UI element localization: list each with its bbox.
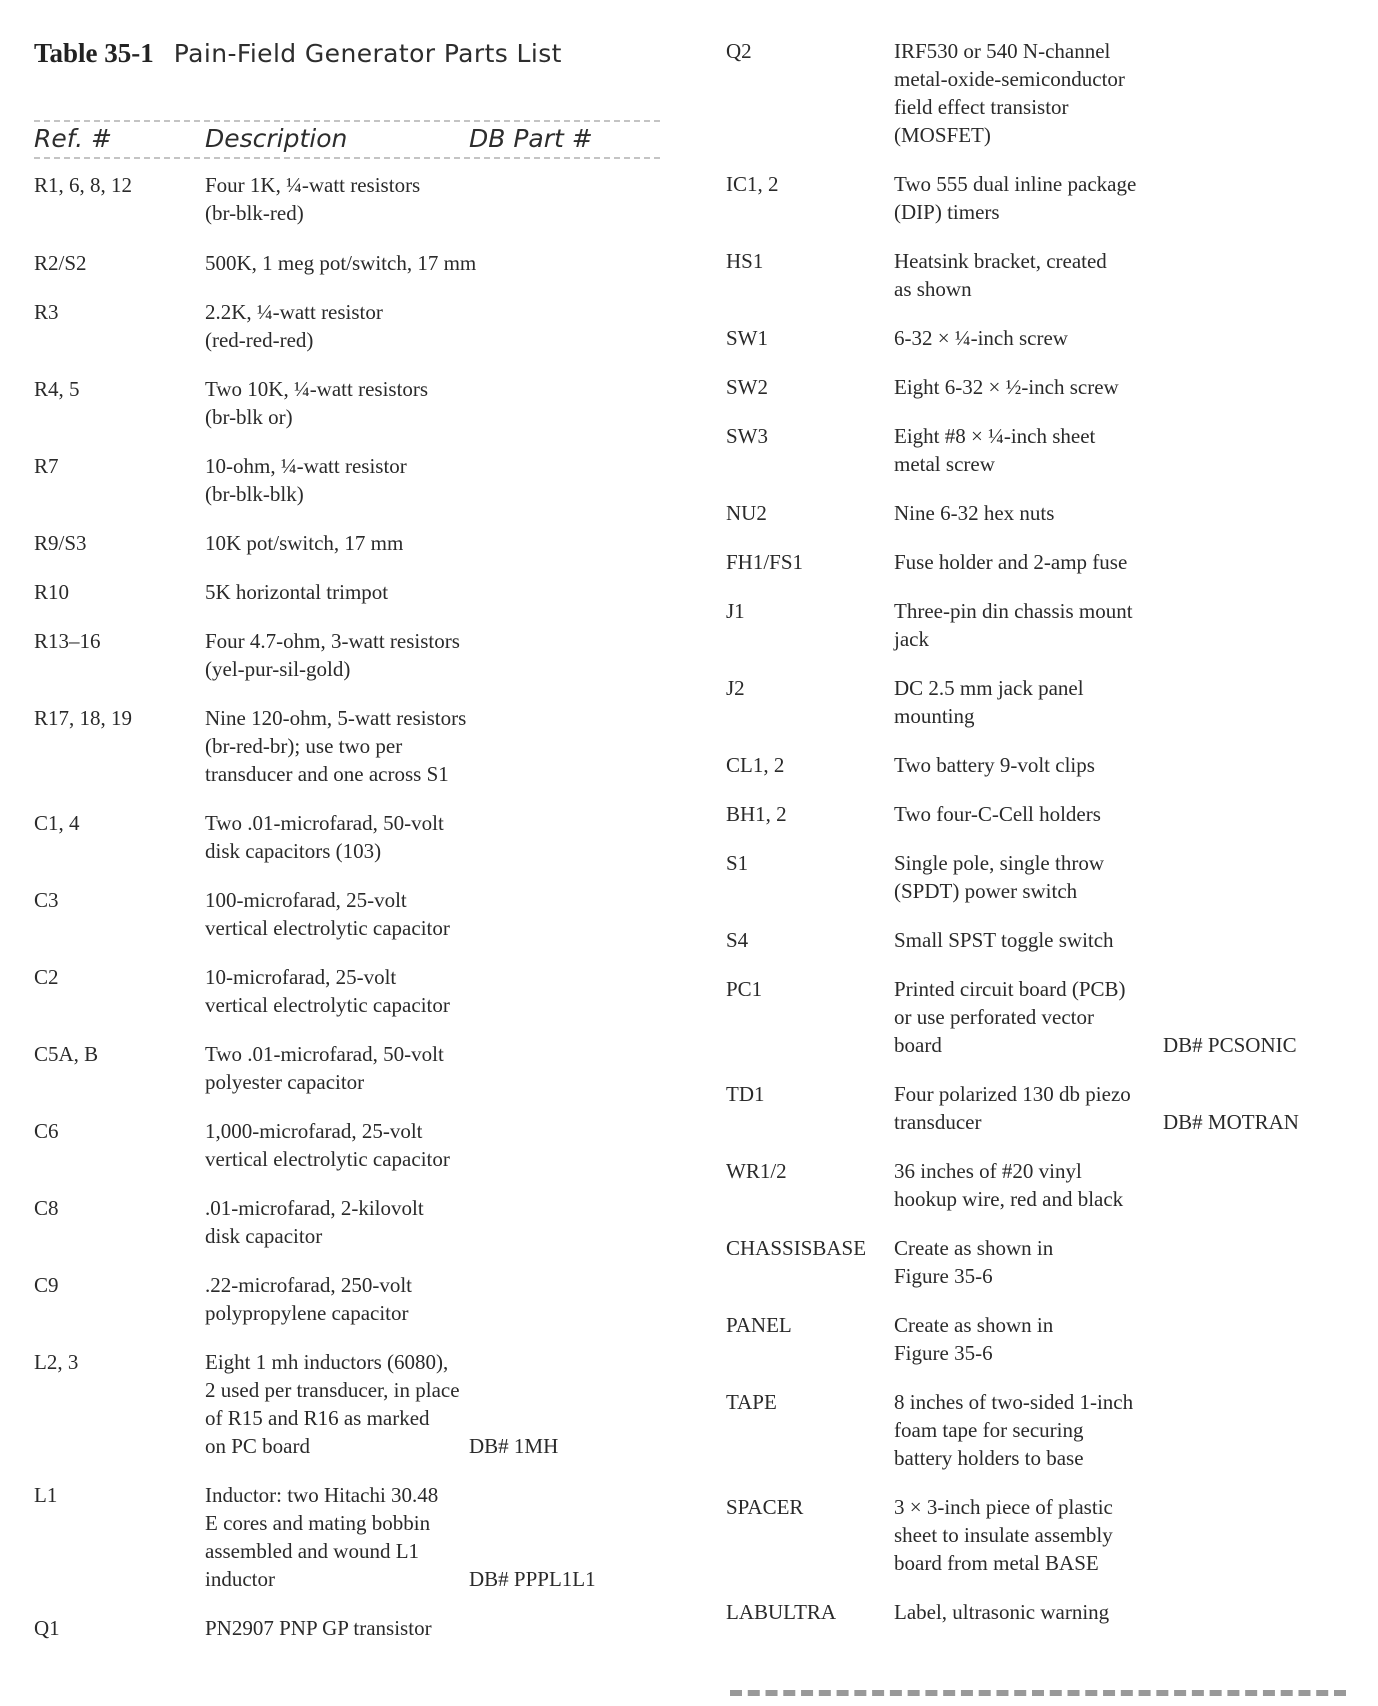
part-ref: L1 bbox=[34, 1483, 58, 1507]
header-description: Description bbox=[205, 124, 348, 153]
part-ref: IC1, 2 bbox=[726, 172, 779, 196]
part-ref: FH1/FS1 bbox=[726, 550, 804, 574]
table-row bbox=[34, 249, 495, 277]
part-ref: SW1 bbox=[726, 326, 768, 350]
table-row bbox=[34, 375, 495, 431]
part-description: Small SPST toggle switch bbox=[894, 928, 1114, 952]
table-row bbox=[726, 674, 1194, 730]
part-description: 500K, 1 meg pot/switch, 17 mm bbox=[205, 251, 477, 275]
table-row bbox=[726, 1157, 1194, 1213]
part-description: Two .01-microfarad, 50-volt disk capacitors (103) bbox=[205, 811, 444, 863]
table-row bbox=[726, 324, 1194, 352]
table-row bbox=[34, 1271, 495, 1327]
part-ref: C8 bbox=[34, 1196, 59, 1220]
part-description: Three-pin din chassis mount jack bbox=[894, 599, 1133, 651]
part-description: Printed circuit board (PCB) or use perforated vector board bbox=[894, 977, 1126, 1057]
part-description: DC 2.5 mm jack panel mounting bbox=[894, 676, 1084, 728]
part-description: 3 × 3-inch piece of plastic sheet to insulate assembly board from metal BASE bbox=[894, 1495, 1113, 1575]
table-row bbox=[34, 809, 495, 865]
part-ref: R9/S3 bbox=[34, 531, 87, 555]
table-row bbox=[34, 1348, 559, 1460]
part-description: Two four-C-Cell holders bbox=[894, 802, 1101, 826]
part-description: Eight #8 × ¼-inch sheet metal screw bbox=[894, 424, 1096, 476]
table-row bbox=[34, 886, 495, 942]
table-row bbox=[726, 975, 1297, 1059]
part-description: Two 10K, ¼-watt resistors (br-blk or) bbox=[205, 377, 429, 429]
table-row bbox=[726, 1311, 1194, 1367]
table-row bbox=[726, 373, 1194, 401]
part-description: Inductor: two Hitachi 30.48 E cores and mating bobbin assembled and wound L1 inductor bbox=[205, 1483, 439, 1591]
part-ref: Q1 bbox=[34, 1616, 60, 1640]
part-description: Fuse holder and 2-amp fuse bbox=[894, 550, 1128, 574]
part-ref: C1, 4 bbox=[34, 811, 80, 835]
part-ref: J1 bbox=[726, 599, 745, 623]
part-description: Two .01-microfarad, 50-volt polyester capacitor bbox=[205, 1042, 444, 1094]
part-ref: S1 bbox=[726, 851, 749, 875]
header-bottom-rule bbox=[34, 157, 660, 159]
part-description: Heatsink bracket, created as shown bbox=[894, 249, 1107, 301]
part-ref: LABULTRA bbox=[726, 1600, 837, 1624]
table-row bbox=[726, 597, 1194, 653]
part-ref: R2/S2 bbox=[34, 251, 87, 275]
part-description: 10K pot/switch, 17 mm bbox=[205, 531, 404, 555]
table-row bbox=[726, 751, 1194, 779]
table-number: Table 35-1 bbox=[34, 38, 154, 68]
part-ref: TAPE bbox=[726, 1390, 777, 1414]
part-description: Four polarized 130 db piezo transducer bbox=[894, 1082, 1131, 1134]
table-caption bbox=[34, 38, 562, 69]
table-row bbox=[726, 1080, 1299, 1136]
part-description: Single pole, single throw (SPDT) power switch bbox=[894, 851, 1104, 903]
part-description: Label, ultrasonic warning bbox=[894, 1600, 1110, 1624]
parts-list-right bbox=[726, 37, 1299, 1626]
part-ref: C2 bbox=[34, 965, 59, 989]
part-ref: PANEL bbox=[726, 1313, 792, 1337]
part-description: 6-32 × ¼-inch screw bbox=[894, 326, 1068, 350]
part-db-number: DB# PCSONIC bbox=[1163, 1033, 1297, 1057]
table-row bbox=[726, 499, 1194, 527]
part-description: 10-ohm, ¼-watt resistor (br-blk-blk) bbox=[205, 454, 407, 506]
part-ref: R3 bbox=[34, 300, 59, 324]
table-row bbox=[34, 578, 495, 606]
table-row bbox=[726, 170, 1194, 226]
part-ref: S4 bbox=[726, 928, 749, 952]
header-ref: Ref. # bbox=[34, 124, 112, 153]
part-ref: R10 bbox=[34, 580, 70, 604]
part-description: .22-microfarad, 250-volt polypropylene capacitor bbox=[205, 1273, 413, 1325]
table-row bbox=[726, 1234, 1194, 1290]
table-row bbox=[34, 1481, 596, 1593]
part-description: Create as shown in Figure 35-6 bbox=[894, 1313, 1054, 1365]
table-row bbox=[34, 963, 495, 1019]
part-description: Four 1K, ¼-watt resistors (br-blk-red) bbox=[205, 173, 421, 225]
table-row bbox=[34, 1117, 495, 1173]
part-ref: SW3 bbox=[726, 424, 768, 448]
table-row bbox=[34, 1194, 495, 1250]
part-description: 8 inches of two-sided 1-inch foam tape for securing battery holders to base bbox=[894, 1390, 1134, 1470]
table-row bbox=[726, 800, 1194, 828]
part-description: Eight 1 mh inductors (6080), 2 used per transducer, in place of R15 and R16 as marked on PC board bbox=[205, 1350, 460, 1458]
part-ref: CL1, 2 bbox=[726, 753, 785, 777]
table-row bbox=[34, 452, 495, 508]
part-ref: C9 bbox=[34, 1273, 59, 1297]
part-ref: R13–16 bbox=[34, 629, 101, 653]
part-description: 1,000-microfarad, 25-volt vertical electrolytic capacitor bbox=[205, 1119, 450, 1171]
part-db-number: DB# PPPL1L1 bbox=[469, 1567, 596, 1591]
column-header-row bbox=[34, 124, 660, 154]
table-row bbox=[726, 548, 1194, 576]
part-ref: C3 bbox=[34, 888, 59, 912]
table-row bbox=[726, 1388, 1194, 1472]
part-ref: R7 bbox=[34, 454, 59, 478]
table-row bbox=[726, 1598, 1194, 1626]
part-description: 5K horizontal trimpot bbox=[205, 580, 389, 604]
table-row bbox=[34, 298, 495, 354]
part-description: Create as shown in Figure 35-6 bbox=[894, 1236, 1054, 1288]
part-ref: R17, 18, 19 bbox=[34, 706, 133, 730]
part-ref: C5A, B bbox=[34, 1042, 99, 1066]
table-row bbox=[34, 704, 495, 788]
header-db-part: DB Part # bbox=[469, 124, 593, 153]
table-row bbox=[34, 529, 495, 557]
part-ref: TD1 bbox=[726, 1082, 765, 1106]
part-ref: Q2 bbox=[726, 39, 752, 63]
part-description: Two battery 9-volt clips bbox=[894, 753, 1095, 777]
table-row bbox=[34, 627, 495, 683]
table-row bbox=[726, 37, 1194, 149]
part-description: Nine 6-32 hex nuts bbox=[894, 501, 1055, 525]
part-ref: SPACER bbox=[726, 1495, 804, 1519]
table-row bbox=[726, 422, 1194, 478]
part-ref: NU2 bbox=[726, 501, 767, 525]
part-description: 10-microfarad, 25-volt vertical electrolytic capacitor bbox=[205, 965, 450, 1017]
table-row bbox=[34, 1614, 495, 1642]
table-end-rule bbox=[730, 1690, 1346, 1696]
part-description: Eight 6-32 × ½-inch screw bbox=[894, 375, 1119, 399]
part-description: Four 4.7-ohm, 3-watt resistors (yel-pur-sil-gold) bbox=[205, 629, 460, 681]
part-description: 2.2K, ¼-watt resistor (red-red-red) bbox=[205, 300, 383, 352]
parts-list-left bbox=[34, 171, 596, 1642]
table-row bbox=[726, 1493, 1194, 1577]
part-ref: R4, 5 bbox=[34, 377, 80, 401]
part-ref: J2 bbox=[726, 676, 745, 700]
part-ref: BH1, 2 bbox=[726, 802, 787, 826]
part-ref: WR1/2 bbox=[726, 1159, 787, 1183]
part-ref: L2, 3 bbox=[34, 1350, 79, 1374]
part-db-number: DB# MOTRAN bbox=[1163, 1110, 1299, 1134]
part-description: Two 555 dual inline package (DIP) timers bbox=[894, 172, 1137, 224]
table-row bbox=[726, 849, 1194, 905]
part-description: 36 inches of #20 vinyl hookup wire, red and black bbox=[894, 1159, 1124, 1211]
table-row bbox=[34, 171, 495, 227]
part-ref: SW2 bbox=[726, 375, 768, 399]
part-ref: HS1 bbox=[726, 249, 764, 273]
part-ref: PC1 bbox=[726, 977, 763, 1001]
part-description: Nine 120-ohm, 5-watt resistors (br-red-br); use two per transducer and one across S1 bbox=[205, 706, 467, 786]
part-ref: R1, 6, 8, 12 bbox=[34, 173, 133, 197]
part-db-number: DB# 1MH bbox=[469, 1434, 559, 1458]
table-row bbox=[726, 926, 1194, 954]
table-row bbox=[34, 1040, 495, 1096]
header-top-rule bbox=[34, 120, 660, 122]
part-ref: CHASSISBASE bbox=[726, 1236, 867, 1260]
part-ref: C6 bbox=[34, 1119, 59, 1143]
part-description: PN2907 PNP GP transistor bbox=[205, 1616, 432, 1640]
part-description: 100-microfarad, 25-volt vertical electrolytic capacitor bbox=[205, 888, 450, 940]
part-description: IRF530 or 540 N-channel metal-oxide-semiconductor field effect transistor (MOSFET) bbox=[894, 39, 1125, 147]
table-title: Pain-Field Generator Parts List bbox=[173, 39, 562, 68]
part-description: .01-microfarad, 2-kilovolt disk capacitor bbox=[205, 1196, 424, 1248]
table-row bbox=[726, 247, 1194, 303]
